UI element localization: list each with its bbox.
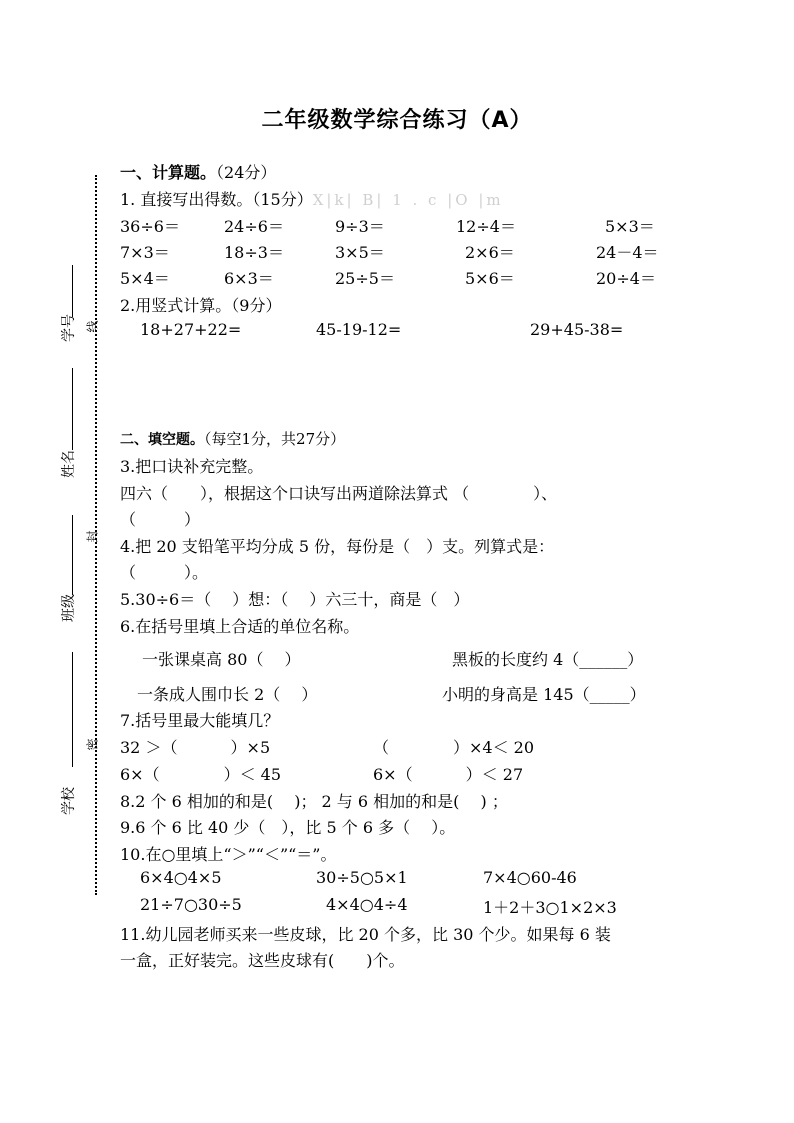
name-label: 姓名 [61, 450, 77, 478]
seal-mark-seal: 封 [85, 530, 100, 543]
calc-item: 18÷3＝ [224, 243, 284, 262]
calc-item: 24－4＝ [596, 243, 659, 262]
student-id-label: 学号 [61, 314, 77, 342]
q4-line2: （ ）。 [120, 563, 209, 582]
calc-item: 5×3＝ [605, 217, 655, 236]
calc-item: 9÷3＝ [335, 217, 385, 236]
q7-item: 6×（ ）＜ 45 [120, 765, 282, 784]
vertical-calc-item: 45-19-12= [316, 320, 402, 339]
q10-text: 10.在○里填上“＞”“＜”“＝”。 [120, 845, 337, 864]
student-id-line [72, 265, 73, 317]
q2-text: 2.用竖式计算。（9分） [120, 296, 282, 315]
calc-item: 2×6＝ [465, 243, 515, 262]
q10-item: 1＋2＋3○1×2×3 [483, 898, 617, 917]
unit-item: 小明的身高是 145（_____） [442, 685, 646, 704]
calc-item: 20÷4＝ [596, 269, 656, 288]
page-title: 二年级数学综合练习（A） [261, 108, 533, 133]
q9-text: 9.6 个 6 比 40 少（ ），比 5 个 6 多（ ）。 [120, 818, 456, 837]
calc-item: 36÷6＝ [120, 217, 180, 236]
class-label: 班级 [61, 594, 77, 622]
q8-text: 8.2 个 6 相加的和是( )； 2 与 6 相加的和是( ) ； [120, 792, 508, 811]
q3-line2: （ ） [120, 510, 201, 529]
calc-item: 6×3＝ [224, 269, 274, 288]
calc-item: 12÷4＝ [456, 217, 516, 236]
q10-item: 21÷7○30÷5 [140, 895, 242, 914]
q7-item: 6×（ ）＜ 27 [373, 765, 524, 784]
q10-item: 7×4○60-46 [483, 868, 577, 887]
q10-item: 6×4○4×5 [140, 868, 222, 887]
q11-line1: 11.幼儿园老师买来一些皮球，比 20 个多，比 30 个少。如果每 6 装 [120, 925, 611, 944]
name-line [72, 368, 73, 450]
q6-text: 6.在括号里填上合适的单位名称。 [120, 617, 360, 636]
q7-text: 7.括号里最大能填几？ [120, 711, 280, 730]
q1-line [120, 187, 504, 210]
calc-item: 24÷6＝ [224, 217, 284, 236]
section2-header [120, 428, 345, 449]
section1-heading: 一、计算题。 [120, 163, 217, 182]
calc-item: 5×4＝ [120, 269, 170, 288]
calc-item: 25÷5＝ [335, 269, 395, 288]
q7-item: （ ）×4＜ 20 [373, 738, 535, 757]
unit-item: 一张课桌高 80（ ） [142, 650, 301, 669]
q3-text: 3.把口诀补充完整。 [120, 457, 264, 476]
seal-mark-line: 线 [85, 320, 100, 333]
section1-header [120, 160, 276, 183]
vertical-calc-item: 29+45-38= [530, 320, 624, 339]
q4-text: 4.把 20 支铅笔平均分成 5 份，每份是（ ）支。列算式是： [120, 537, 555, 556]
q3-line1: 四六（ ），根据这个口诀写出两道除法算式 （ ）、 [120, 484, 558, 503]
class-line [72, 515, 73, 595]
unit-item: 一条成人围巾长 2（ ） [137, 685, 318, 704]
school-label: 学校 [61, 787, 77, 815]
section1-score: （24分） [216, 163, 277, 182]
q7-item: 32 ＞（ ）×5 [120, 738, 271, 757]
q10-item: 30÷5○5×1 [316, 868, 408, 887]
school-line [72, 652, 73, 767]
section2-heading: 二、填空题。 [120, 432, 204, 448]
calc-item: 7×3＝ [120, 243, 170, 262]
q10-item: 4×4○4÷4 [326, 895, 408, 914]
section2-score: （每空1分，共27分） [204, 430, 346, 448]
q11-line2: 一盒，正好装完。这些皮球有( )个。 [120, 951, 405, 970]
q1-text: 1. 直接写出得数。（15分） [120, 190, 313, 209]
vertical-calc-item: 18+27+22= [140, 320, 242, 339]
calc-item: 3×5＝ [335, 243, 385, 262]
seal-mark-dense: 密 [85, 738, 100, 751]
q5-text: 5.30÷6＝（ ）想：（ ）六三十，商是（ ） [120, 590, 470, 609]
unit-item: 黑板的长度约 4（______） [452, 650, 644, 669]
calc-item: 5×6＝ [465, 269, 515, 288]
watermark-text: X|k| B| 1 . c |O |m [312, 191, 504, 209]
